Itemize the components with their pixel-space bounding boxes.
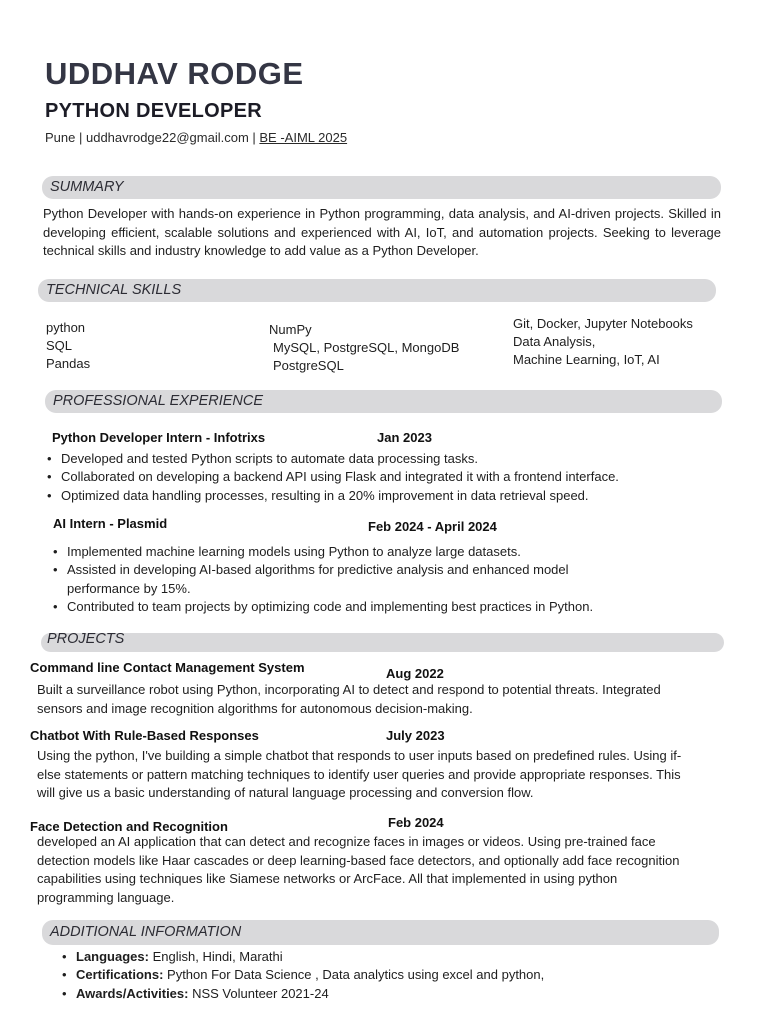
project-date-3: Feb 2024: [388, 815, 444, 830]
summary-text: Python Developer with hands-on experience in Python programming, data analysis, and AI-driven projects. Skilled in developing efficient, scalable solutions and experienced with AI, IoT, and automation projects. Seeking to leverage technical skills and industry knowledge to add value as a Python Developer.: [43, 206, 721, 258]
skills-column-3: [513, 315, 693, 369]
project-description-1: Built a surveillance robot using Python, incorporating AI to detect and respond to potential threats. Integrated sensors and image recognition algorithms for autonomous decision-making.: [37, 682, 661, 716]
education-link[interactable]: BE -AIML 2025: [259, 130, 348, 145]
list-item: • Contributed to team projects by optimizing code and implementing best practices in Python.: [51, 598, 631, 616]
projects-heading: PROJECTS: [41, 633, 724, 652]
additional-list: [60, 948, 740, 1003]
candidate-name: UDDHAV RODGE: [45, 56, 304, 91]
info-value: English, Hindi, Marathi: [148, 949, 283, 964]
project-description-3: developed an AI application that can detect and recognize faces in images or videos. Using pre-trained face detection models like Haar cascades or deep learning-based face detectors, and optionally add face recognition capabilities using techniques like Siamese networks or ArcFace. All that implemented in using python programming language.: [37, 834, 680, 905]
skill-item: SQL: [46, 338, 73, 353]
info-value: Python For Data Science , Data analytics using excel and python,: [163, 967, 545, 983]
additional-heading: ADDITIONAL INFORMATION: [42, 920, 719, 945]
list-item: • Collaborated on developing a backend API using Flask and integrated it with a frontend interface.: [45, 468, 725, 486]
email: uddhavrodge22@gmail.com: [85, 130, 249, 145]
job-date-2: Feb 2024 - April 2024: [368, 519, 497, 534]
info-value: NSS Volunteer 2021-24: [188, 985, 329, 1001]
skill-item: Data Analysis,: [513, 334, 596, 349]
list-item: • Optimized data handling processes, resulting in a 20% improvement in data retrieval speed.: [45, 487, 725, 505]
skills-column-1: [46, 319, 90, 373]
project-title-1: Command line Contact Management System: [30, 660, 305, 675]
info-label: Languages:: [76, 949, 149, 964]
skill-item: NumPy: [269, 322, 312, 337]
project-date-2: July 2023: [386, 728, 445, 743]
skill-item: python: [46, 320, 86, 335]
info-label: Awards/Activities:: [76, 985, 189, 1001]
list-item: [60, 985, 740, 1003]
job-title-2: AI Intern - Plasmid: [53, 516, 168, 531]
list-item: • Developed and tested Python scripts to automate data processing tasks.: [45, 450, 725, 468]
skill-item: PostgreSQL: [273, 358, 344, 373]
list-item: • Assisted in developing AI-based algorithms for predictive analysis and enhanced model performance by 15%.: [51, 561, 631, 598]
skill-item: Pandas: [46, 356, 91, 371]
info-label: Certifications:: [76, 967, 164, 983]
project-description-2: Using the python, I've building a simple chatbot that responds to user inputs based on predefined rules. Using if- else statements or pattern matching techniques to identify user queries and provide appropriate responses. This will give us a basic understanding of natural language processing and conversion flow.: [37, 748, 682, 800]
experience-heading: PROFESSIONAL EXPERIENCE: [45, 390, 722, 413]
project-title-2: Chatbot With Rule-Based Responses: [30, 728, 259, 743]
skill-item: Git, Docker, Jupyter Notebooks: [513, 316, 693, 331]
skill-item: Machine Learning, IoT, AI: [513, 352, 660, 367]
list-item: [60, 948, 740, 966]
skills-column-2: [269, 321, 459, 375]
skills-heading: TECHNICAL SKILLS: [38, 279, 716, 302]
job-title-1: Python Developer Intern - Infotrixs: [52, 430, 266, 445]
project-date-1: Aug 2022: [386, 666, 444, 681]
list-item: • Implemented machine learning models using Python to analyze large datasets.: [51, 543, 631, 561]
separator: |: [75, 130, 86, 145]
summary-heading: SUMMARY: [42, 176, 721, 199]
job-title: PYTHON DEVELOPER: [45, 100, 263, 122]
skill-item: MySQL, PostgreSQL, MongoDB: [273, 340, 460, 355]
job-date-1: Jan 2023: [377, 430, 432, 445]
contact-line: [45, 130, 347, 145]
list-item: [60, 966, 740, 984]
separator: |: [248, 130, 260, 145]
job-bullets-2: [51, 543, 631, 616]
location: Pune: [45, 130, 76, 145]
job-bullets-1: [45, 450, 725, 505]
project-title-3: Face Detection and Recognition: [30, 819, 228, 834]
